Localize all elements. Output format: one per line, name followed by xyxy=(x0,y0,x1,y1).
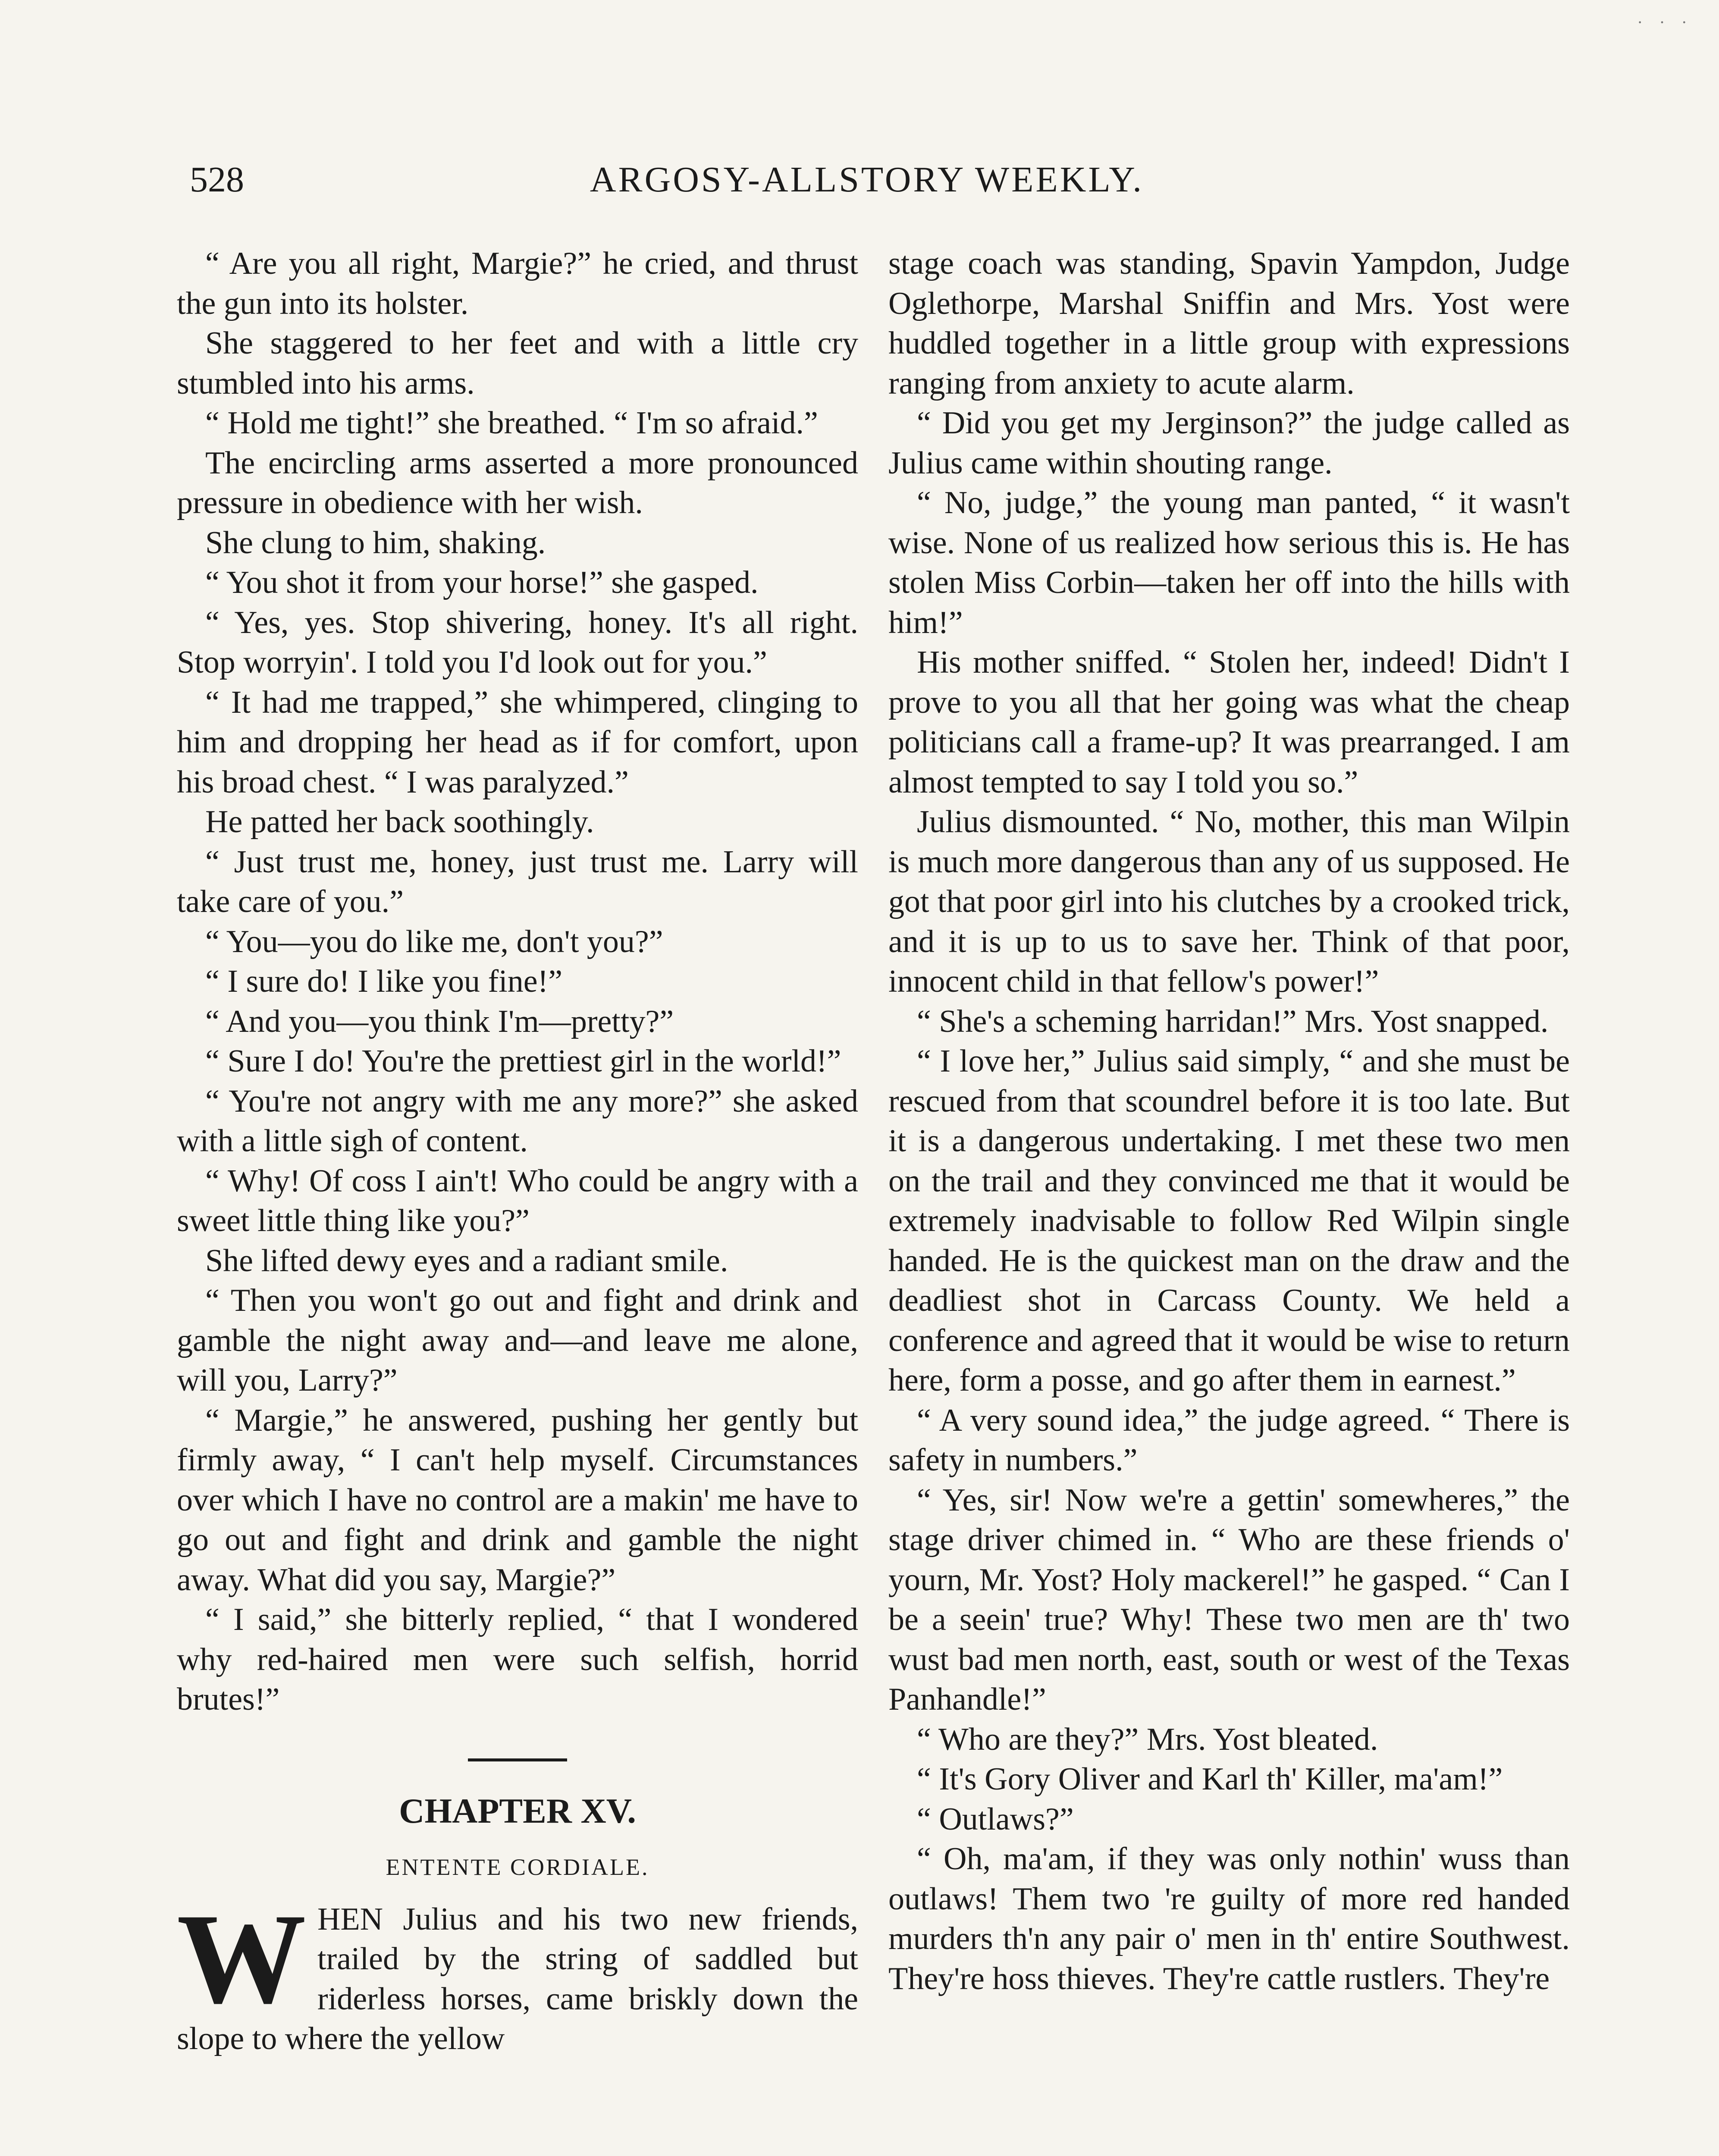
paragraph: “ Are you all right, Margie?” he cried, and thrust the gun into its holster. xyxy=(177,246,858,321)
paragraph: Julius dismounted. “ No, mother, this man Wilpin is much more dangerous than any of us supposed. He got that poor girl into his clutches by a crooked trick, and it is up to us to save her. Think of that poor, innocent child in that fellow's power!” xyxy=(888,804,1570,999)
section-divider xyxy=(468,1758,567,1761)
paragraph: “ You're not angry with me any more?” she asked with a little sigh of content. xyxy=(177,1083,858,1159)
paragraph: “ You—you do like me, don't you?” xyxy=(205,924,663,959)
chapter-opening-text: HEN Julius and his two new friends, trailed by the string of saddled but riderless horses, came briskly down the slope to where the yellow xyxy=(177,1901,858,2056)
paragraph: She clung to him, shaking. xyxy=(205,525,546,561)
paragraph: He patted her back soothingly. xyxy=(205,804,594,840)
paragraph: “ Yes, sir! Now we're a gettin' somewheres,” the stage driver chimed in. “ Who are these friends o' yourn, Mr. Yost? Holy mackerel!” he gasped. “ Can I be a seein' true? Why! These two men are th' two wust bad men north, east, south or west of the Texas Panhandle!” xyxy=(888,1482,1570,1717)
paragraph: “ Hold me tight!” she breathed. “ I'm so afraid.” xyxy=(205,405,818,441)
paragraph: “ I said,” she bitterly replied, “ that I wondered why red-haired men were such selfish, horrid brutes!” xyxy=(177,1602,858,1717)
paragraph: “ A very sound idea,” the judge agreed. “ There is safety in numbers.” xyxy=(888,1402,1570,1478)
paragraph: “ Oh, ma'am, if they was only nothin' wuss than outlaws! Them two 're guilty of more red handed murders th'n any pair o' men in th' entire Southwest. They're hoss thieves. They're cattle rustlers. They're xyxy=(888,1841,1570,1996)
chapter-title: CHAPTER XV. xyxy=(399,1791,636,1830)
paragraph: stage coach was standing, Spavin Yampdon, Judge Oglethorpe, Marshal Sniffin and Mrs. Yost were huddled together in a little group with expressions ranging from anxiety to acute alarm. xyxy=(888,246,1570,401)
paragraph: “ Then you won't go out and fight and drink and gamble the night away and—and leave me alone, will you, Larry?” xyxy=(177,1283,858,1398)
paragraph: “ I love her,” Julius said simply, “ and she must be rescued from that scoundrel before it is too late. But it is a dangerous undertaking. I met these two men on the trail and they convinced me that it would be extremely inadvisable to follow Red Wilpin single handed. He is the quickest man on the draw and the deadliest shot in Carcass County. We held a conference and agreed that it would be wise to return here, form a posse, and go after them in earnest.” xyxy=(888,1044,1570,1398)
left-column xyxy=(177,244,858,2059)
paragraph: “ You shot it from your horse!” she gasped. xyxy=(205,565,759,600)
paragraph: “ Sure I do! You're the prettiest girl in the world!” xyxy=(205,1044,841,1079)
paragraph: “ Did you get my Jerginson?” the judge called as Julius came within shouting range. xyxy=(888,405,1570,481)
paragraph: His mother sniffed. “ Stolen her, indeed! Didn't I prove to you all that her going was what the cheap politicians call a frame-up? It was prearranged. I am almost tempted to say I told you so.” xyxy=(888,645,1570,800)
page-header xyxy=(177,159,1557,210)
paragraph: “ Outlaws?” xyxy=(917,1801,1074,1837)
paragraph: “ Margie,” he answered, pushing her gently but firmly away, “ I can't help myself. Circumstances over which I have no control are a makin' me have to go out and fight and drink and gamble the night away. What did you say, Margie?” xyxy=(177,1402,858,1598)
paragraph: She staggered to her feet and with a little cry stumbled into his arms. xyxy=(177,326,858,401)
paragraph: “ Why! Of coss I ain't! Who could be angry with a sweet little thing like you?” xyxy=(177,1163,858,1238)
running-title: ARGOSY-ALLSTORY WEEKLY. xyxy=(590,160,1144,200)
drop-cap: W xyxy=(177,1887,306,2030)
paragraph: She lifted dewy eyes and a radiant smile. xyxy=(205,1243,728,1279)
paragraph: “ No, judge,” the young man panted, “ it wasn't wise. None of us realized how serious this is. He has stolen Miss Corbin—taken her off into the hills with him!” xyxy=(888,485,1570,640)
chapter-subtitle: ENTENTE CORDIALE. xyxy=(386,1854,649,1880)
paragraph: “ It had me trapped,” she whimpered, clinging to him and dropping her head as if for comfort, upon his broad chest. “ I was paralyzed.” xyxy=(177,684,858,800)
paragraph: “ It's Gory Oliver and Karl th' Killer, ma'am!” xyxy=(917,1761,1503,1797)
paragraph: “ And you—you think I'm—pretty?” xyxy=(205,1003,674,1039)
corner-mark: · · · xyxy=(1637,13,1693,32)
paragraph: “ She's a scheming harridan!” Mrs. Yost snapped. xyxy=(917,1003,1549,1039)
right-column xyxy=(888,244,1570,1999)
paragraph: “ Just trust me, honey, just trust me. Larry will take care of you.” xyxy=(177,844,858,919)
chapter-opening-paragraph xyxy=(177,1887,858,2059)
paragraph: “ Yes, yes. Stop shivering, honey. It's all right. Stop worryin'. I told you I'd look out for you.” xyxy=(177,605,858,680)
paragraph: “ I sure do! I like you fine!” xyxy=(205,964,563,999)
page-number: 528 xyxy=(190,160,244,200)
paragraph: “ Who are they?” Mrs. Yost bleated. xyxy=(917,1721,1378,1757)
paragraph: The encircling arms asserted a more pronounced pressure in obedience with her wish. xyxy=(177,445,858,520)
